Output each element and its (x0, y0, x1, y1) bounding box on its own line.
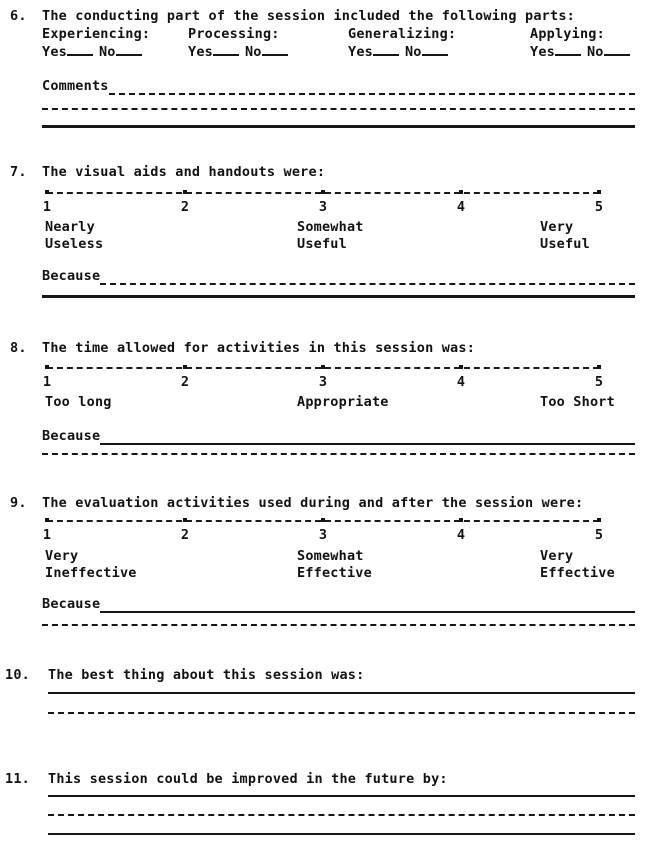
yes-label: Yes (42, 44, 67, 60)
yes-blank[interactable] (213, 43, 239, 56)
yes-no-group-experiencing (42, 43, 148, 61)
scale-line (42, 520, 604, 543)
scale-tick-dot (183, 365, 187, 369)
no-label: No (586, 44, 604, 60)
scale-number-4[interactable]: 4 (456, 527, 466, 543)
because-row (42, 596, 635, 613)
rating-scale (42, 192, 604, 215)
part-label-experiencing: Experiencing: (42, 26, 151, 42)
question-number: 6. (10, 8, 27, 24)
no-blank[interactable] (262, 43, 288, 56)
part-label-processing: Processing: (188, 26, 280, 42)
yes-no-group-processing (188, 43, 294, 61)
because-line[interactable] (100, 598, 635, 613)
no-label: No (404, 44, 422, 60)
scale-number-5[interactable]: 5 (594, 374, 604, 390)
rating-scale (42, 520, 604, 543)
question-7 (0, 164, 647, 309)
scale-number-3[interactable]: 3 (318, 527, 328, 543)
question-text: The visual aids and handouts were: (42, 164, 326, 180)
because-label: Because (42, 428, 101, 444)
because-line[interactable] (100, 430, 635, 445)
question-9 (0, 495, 647, 635)
write-in-line[interactable] (48, 814, 635, 816)
write-in-line[interactable] (48, 795, 635, 797)
scale-tick-dot (459, 365, 463, 369)
yes-blank[interactable] (67, 43, 93, 56)
no-label: No (244, 44, 262, 60)
write-in-line[interactable] (48, 833, 635, 835)
because-label: Because (42, 596, 101, 612)
scale-anchors (45, 394, 645, 430)
scale-number-2[interactable]: 2 (180, 199, 190, 215)
rating-scale (42, 367, 604, 390)
scale-number-4[interactable]: 4 (456, 199, 466, 215)
scale-number-3[interactable]: 3 (318, 199, 328, 215)
scale-number-1[interactable]: 1 (42, 527, 52, 543)
question-number: 7. (10, 164, 27, 180)
no-blank[interactable] (604, 43, 630, 56)
yes-blank[interactable] (555, 43, 581, 56)
yes-label: Yes (188, 44, 213, 60)
yes-no-group-generalizing (348, 43, 454, 61)
question-10 (0, 667, 647, 727)
anchor-label-mid: Appropriate (297, 394, 389, 410)
question-text: The time allowed for activities in this session was: (42, 340, 476, 356)
scale-tick-dot (183, 518, 187, 522)
because-row (42, 428, 635, 445)
anchor-label-high: Very Useful (540, 219, 590, 252)
write-in-line[interactable] (42, 295, 635, 298)
write-in-line[interactable] (42, 453, 635, 455)
anchor-label-mid: Somewhat Useful (297, 219, 364, 252)
scale-number-3[interactable]: 3 (318, 374, 328, 390)
question-text: The best thing about this session was: (48, 667, 365, 683)
comments-label: Comments (42, 78, 109, 94)
scale-tick-dot (321, 190, 325, 194)
question-text: The conducting part of the session included the following parts: (42, 8, 575, 24)
scale-line (42, 367, 604, 390)
scale-line (42, 192, 604, 215)
part-label-generalizing: Generalizing: (348, 26, 457, 42)
yes-label: Yes (530, 44, 555, 60)
scale-anchors (45, 548, 645, 584)
scale-tick-dot (321, 365, 325, 369)
because-row (42, 268, 635, 285)
scale-tick-dot (45, 518, 49, 522)
question-number: 9. (10, 495, 27, 511)
anchor-label-low: Nearly Useless (45, 219, 104, 252)
scale-tick-dot (183, 190, 187, 194)
scale-tick-dot (45, 190, 49, 194)
scale-number-5[interactable]: 5 (594, 527, 604, 543)
anchor-label-high: Too Short (540, 394, 615, 410)
scale-tick-dot (321, 518, 325, 522)
question-11 (0, 771, 647, 846)
question-number: 11. (5, 771, 30, 787)
scale-tick-dot (459, 518, 463, 522)
question-number: 8. (10, 340, 27, 356)
scale-number-4[interactable]: 4 (456, 374, 466, 390)
anchor-label-low: Very Ineffective (45, 548, 137, 581)
comments-line[interactable] (109, 80, 635, 95)
comments-row (42, 78, 635, 95)
yes-no-group-applying (530, 43, 636, 61)
scale-number-1[interactable]: 1 (42, 374, 52, 390)
scale-anchors (45, 219, 645, 255)
scale-tick-dot (459, 190, 463, 194)
scale-number-2[interactable]: 2 (180, 527, 190, 543)
no-blank[interactable] (116, 43, 142, 56)
write-in-line[interactable] (48, 712, 635, 714)
anchor-label-mid: Somewhat Effective (297, 548, 372, 581)
scale-tick-dot (597, 190, 601, 194)
anchor-label-high: Very Effective (540, 548, 615, 581)
question-text: The evaluation activities used during and after the session were: (42, 495, 584, 511)
write-in-line[interactable] (42, 108, 635, 110)
scale-number-1[interactable]: 1 (42, 199, 52, 215)
write-in-line[interactable] (48, 692, 635, 694)
write-in-line[interactable] (42, 125, 635, 128)
write-in-line[interactable] (42, 624, 635, 626)
question-number: 10. (5, 667, 30, 683)
because-line[interactable] (100, 270, 635, 285)
question-text: This session could be improved in the future by: (48, 771, 448, 787)
no-blank[interactable] (422, 43, 448, 56)
scale-number-5[interactable]: 5 (594, 199, 604, 215)
because-label: Because (42, 268, 101, 284)
scale-tick-dot (597, 518, 601, 522)
scale-tick-dot (45, 365, 49, 369)
question-8 (0, 340, 647, 465)
part-label-applying: Applying: (530, 26, 605, 42)
yes-blank[interactable] (373, 43, 399, 56)
scale-tick-dot (597, 365, 601, 369)
scale-number-2[interactable]: 2 (180, 374, 190, 390)
yes-label: Yes (348, 44, 373, 60)
question-6 (0, 8, 647, 148)
no-label: No (98, 44, 116, 60)
anchor-label-low: Too long (45, 394, 112, 410)
